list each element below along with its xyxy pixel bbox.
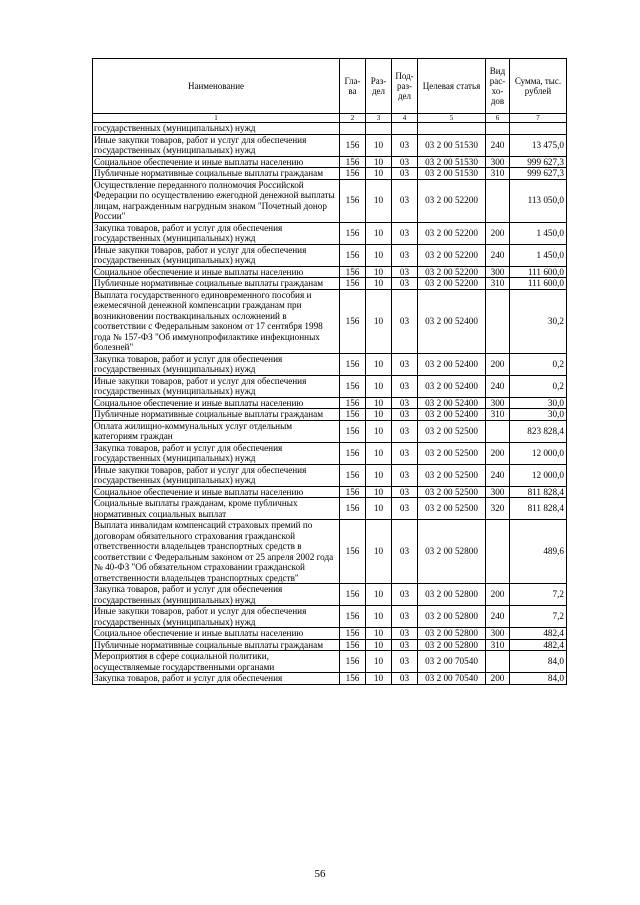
cell-target: 03 2 00 52800 bbox=[418, 639, 486, 651]
cell-sum: 811 828,4 bbox=[510, 486, 567, 498]
cell-podrazdel: 03 bbox=[392, 397, 418, 409]
table-body bbox=[93, 123, 567, 685]
cell-target: 03 2 00 52400 bbox=[418, 375, 486, 397]
cell-sum: 0,2 bbox=[510, 353, 567, 375]
cell-name: Публичные нормативные социальные выплаты гражданам bbox=[93, 278, 340, 290]
cell-razdel: 10 bbox=[366, 266, 392, 278]
cell-target: 03 2 00 52200 bbox=[418, 266, 486, 278]
table-row bbox=[93, 266, 567, 278]
cell-glava: 156 bbox=[340, 584, 366, 606]
cell-name: Иные закупки товаров, работ и услуг для обеспечения государственных (муниципальных) нужд bbox=[93, 375, 340, 397]
cell-vid: 240 bbox=[486, 606, 510, 628]
cell-target: 03 2 00 52500 bbox=[418, 420, 486, 442]
cell-vid bbox=[486, 179, 510, 222]
cell-sum: 30,2 bbox=[510, 289, 567, 353]
cell-name: Социальное обеспечение и иные выплаты населению bbox=[93, 628, 340, 640]
column-number: 1 bbox=[93, 114, 340, 123]
cell-name: Закупка товаров, работ и услуг для обеспечения государственных (муниципальных) нужд bbox=[93, 442, 340, 464]
cell-razdel: 10 bbox=[366, 409, 392, 421]
cell-podrazdel: 03 bbox=[392, 520, 418, 584]
cell-vid: 310 bbox=[486, 278, 510, 290]
table-row bbox=[93, 222, 567, 244]
header-podrazdel: Под-раз-дел bbox=[392, 59, 418, 114]
table-row bbox=[93, 375, 567, 397]
page-number: 56 bbox=[314, 868, 326, 880]
cell-podrazdel: 03 bbox=[392, 584, 418, 606]
cell-glava: 156 bbox=[340, 375, 366, 397]
header-row bbox=[93, 59, 567, 114]
cell-vid: 300 bbox=[486, 486, 510, 498]
cell-sum: 482,4 bbox=[510, 639, 567, 651]
cell-razdel: 10 bbox=[366, 442, 392, 464]
cell-razdel: 10 bbox=[366, 278, 392, 290]
cell-razdel: 10 bbox=[366, 375, 392, 397]
cell-vid: 240 bbox=[486, 244, 510, 266]
cell-name: Социальное обеспечение и иные выплаты населению bbox=[93, 156, 340, 168]
column-number: 3 bbox=[366, 114, 392, 123]
cell-vid: 200 bbox=[486, 442, 510, 464]
cell-sum: 12 000,0 bbox=[510, 464, 567, 486]
header-vid: Вид рас-хо-дов bbox=[486, 59, 510, 114]
table-row bbox=[93, 168, 567, 180]
cell-target: 03 2 00 51530 bbox=[418, 156, 486, 168]
cell-sum: 12 000,0 bbox=[510, 442, 567, 464]
cell-glava bbox=[340, 123, 366, 135]
cell-target: 03 2 00 52400 bbox=[418, 353, 486, 375]
table-row bbox=[93, 639, 567, 651]
cell-podrazdel: 03 bbox=[392, 486, 418, 498]
cell-vid: 240 bbox=[486, 464, 510, 486]
cell-razdel: 10 bbox=[366, 420, 392, 442]
cell-sum: 13 475,0 bbox=[510, 134, 567, 156]
cell-podrazdel: 03 bbox=[392, 179, 418, 222]
cell-vid: 300 bbox=[486, 266, 510, 278]
cell-podrazdel: 03 bbox=[392, 168, 418, 180]
cell-podrazdel: 03 bbox=[392, 409, 418, 421]
cell-sum: 30,0 bbox=[510, 409, 567, 421]
cell-target: 03 2 00 70540 bbox=[418, 651, 486, 673]
cell-glava: 156 bbox=[340, 486, 366, 498]
cell-podrazdel: 03 bbox=[392, 628, 418, 640]
table-row bbox=[93, 397, 567, 409]
cell-sum: 84,0 bbox=[510, 673, 567, 685]
cell-vid: 200 bbox=[486, 584, 510, 606]
cell-glava: 156 bbox=[340, 498, 366, 520]
cell-target bbox=[418, 123, 486, 135]
cell-glava: 156 bbox=[340, 606, 366, 628]
table-row bbox=[93, 498, 567, 520]
cell-podrazdel: 03 bbox=[392, 673, 418, 685]
cell-target: 03 2 00 52400 bbox=[418, 289, 486, 353]
cell-name: Социальные выплаты гражданам, кроме публичных нормативных социальных выплат bbox=[93, 498, 340, 520]
header-razdel: Раз-дел bbox=[366, 59, 392, 114]
cell-vid bbox=[486, 420, 510, 442]
cell-target: 03 2 00 52200 bbox=[418, 244, 486, 266]
cell-glava: 156 bbox=[340, 353, 366, 375]
cell-podrazdel: 03 bbox=[392, 639, 418, 651]
cell-glava: 156 bbox=[340, 520, 366, 584]
cell-razdel: 10 bbox=[366, 584, 392, 606]
cell-glava: 156 bbox=[340, 156, 366, 168]
cell-target: 03 2 00 51530 bbox=[418, 134, 486, 156]
cell-sum: 111 600,0 bbox=[510, 278, 567, 290]
cell-target: 03 2 00 52800 bbox=[418, 606, 486, 628]
table-row bbox=[93, 156, 567, 168]
cell-sum: 0,2 bbox=[510, 375, 567, 397]
cell-vid bbox=[486, 289, 510, 353]
cell-name: Закупка товаров, работ и услуг для обеспечения bbox=[93, 673, 340, 685]
cell-vid: 300 bbox=[486, 397, 510, 409]
cell-vid bbox=[486, 651, 510, 673]
cell-glava: 156 bbox=[340, 673, 366, 685]
table-row bbox=[93, 442, 567, 464]
header-target: Целевая статья bbox=[418, 59, 486, 114]
cell-target: 03 2 00 52500 bbox=[418, 486, 486, 498]
cell-razdel: 10 bbox=[366, 179, 392, 222]
cell-podrazdel: 03 bbox=[392, 606, 418, 628]
cell-razdel: 10 bbox=[366, 639, 392, 651]
column-number: 2 bbox=[340, 114, 366, 123]
cell-vid: 320 bbox=[486, 498, 510, 520]
cell-name: Публичные нормативные социальные выплаты гражданам bbox=[93, 639, 340, 651]
cell-podrazdel: 03 bbox=[392, 222, 418, 244]
cell-target: 03 2 00 52800 bbox=[418, 628, 486, 640]
cell-sum: 113 050,0 bbox=[510, 179, 567, 222]
table-row bbox=[93, 651, 567, 673]
cell-razdel: 10 bbox=[366, 606, 392, 628]
cell-vid: 310 bbox=[486, 168, 510, 180]
cell-target: 03 2 00 52500 bbox=[418, 464, 486, 486]
cell-glava: 156 bbox=[340, 639, 366, 651]
cell-sum: 811 828,4 bbox=[510, 498, 567, 520]
cell-sum: 489,6 bbox=[510, 520, 567, 584]
cell-name: Публичные нормативные социальные выплаты гражданам bbox=[93, 168, 340, 180]
table-row bbox=[93, 123, 567, 135]
cell-sum: 1 450,0 bbox=[510, 222, 567, 244]
cell-target: 03 2 00 52400 bbox=[418, 409, 486, 421]
cell-vid: 200 bbox=[486, 353, 510, 375]
cell-target: 03 2 00 52800 bbox=[418, 584, 486, 606]
cell-name: Социальное обеспечение и иные выплаты населению bbox=[93, 397, 340, 409]
table-row bbox=[93, 244, 567, 266]
cell-sum: 823 828,4 bbox=[510, 420, 567, 442]
table-row bbox=[93, 520, 567, 584]
table-row bbox=[93, 486, 567, 498]
table-row bbox=[93, 278, 567, 290]
cell-glava: 156 bbox=[340, 628, 366, 640]
table-row bbox=[93, 464, 567, 486]
cell-vid: 300 bbox=[486, 628, 510, 640]
cell-sum bbox=[510, 123, 567, 135]
cell-name: Закупка товаров, работ и услуг для обеспечения государственных (муниципальных) нужд bbox=[93, 584, 340, 606]
cell-target: 03 2 00 70540 bbox=[418, 673, 486, 685]
cell-sum: 999 627,3 bbox=[510, 156, 567, 168]
cell-podrazdel: 03 bbox=[392, 156, 418, 168]
column-number: 7 bbox=[510, 114, 567, 123]
cell-razdel: 10 bbox=[366, 498, 392, 520]
cell-name: Иные закупки товаров, работ и услуг для обеспечения государственных (муниципальных) нужд bbox=[93, 244, 340, 266]
cell-vid: 240 bbox=[486, 134, 510, 156]
cell-podrazdel: 03 bbox=[392, 464, 418, 486]
table-row bbox=[93, 606, 567, 628]
cell-razdel: 10 bbox=[366, 134, 392, 156]
cell-sum: 7,2 bbox=[510, 606, 567, 628]
cell-razdel: 10 bbox=[366, 628, 392, 640]
cell-name: государственных (муниципальных) нужд bbox=[93, 123, 340, 135]
cell-podrazdel: 03 bbox=[392, 375, 418, 397]
cell-sum: 1 450,0 bbox=[510, 244, 567, 266]
cell-name: Закупка товаров, работ и услуг для обеспечения государственных (муниципальных) нужд bbox=[93, 222, 340, 244]
table-row bbox=[93, 420, 567, 442]
cell-vid: 300 bbox=[486, 156, 510, 168]
cell-glava: 156 bbox=[340, 397, 366, 409]
cell-name: Иные закупки товаров, работ и услуг для обеспечения государственных (муниципальных) нужд bbox=[93, 464, 340, 486]
cell-podrazdel: 03 bbox=[392, 498, 418, 520]
cell-razdel: 10 bbox=[366, 520, 392, 584]
header-sum: Сумма, тыс. рублей bbox=[510, 59, 567, 114]
cell-target: 03 2 00 52800 bbox=[418, 520, 486, 584]
table-row bbox=[93, 584, 567, 606]
cell-razdel: 10 bbox=[366, 244, 392, 266]
cell-name: Публичные нормативные социальные выплаты гражданам bbox=[93, 409, 340, 421]
cell-podrazdel: 03 bbox=[392, 244, 418, 266]
cell-podrazdel: 03 bbox=[392, 289, 418, 353]
cell-glava: 156 bbox=[340, 266, 366, 278]
cell-sum: 111 600,0 bbox=[510, 266, 567, 278]
cell-name: Выплата государственного единовременного пособия и ежемесячной денежной компенсации гражданам при возникновении поствакцинальных осложнений в соответствии с Федеральным законом от 17 сентября 1998 года № 157-ФЗ "Об иммунопрофилактике инфекционных болезней" bbox=[93, 289, 340, 353]
cell-glava: 156 bbox=[340, 134, 366, 156]
cell-vid bbox=[486, 520, 510, 584]
column-number: 4 bbox=[392, 114, 418, 123]
cell-name: Социальное обеспечение и иные выплаты населению bbox=[93, 266, 340, 278]
cell-name: Оплата жилищно-коммунальных услуг отдельным категориям граждан bbox=[93, 420, 340, 442]
table-row bbox=[93, 289, 567, 353]
cell-glava: 156 bbox=[340, 244, 366, 266]
cell-target: 03 2 00 52500 bbox=[418, 442, 486, 464]
cell-podrazdel: 03 bbox=[392, 353, 418, 375]
cell-glava: 156 bbox=[340, 409, 366, 421]
cell-glava: 156 bbox=[340, 420, 366, 442]
cell-vid bbox=[486, 123, 510, 135]
cell-glava: 156 bbox=[340, 464, 366, 486]
cell-vid: 310 bbox=[486, 409, 510, 421]
cell-target: 03 2 00 52200 bbox=[418, 179, 486, 222]
column-number-row bbox=[93, 114, 567, 123]
header-name: Наименование bbox=[93, 59, 340, 114]
cell-target: 03 2 00 52500 bbox=[418, 498, 486, 520]
cell-glava: 156 bbox=[340, 289, 366, 353]
cell-name: Социальное обеспечение и иные выплаты населению bbox=[93, 486, 340, 498]
cell-target: 03 2 00 52400 bbox=[418, 397, 486, 409]
cell-name: Выплата инвалидам компенсаций страховых премий по договорам обязательного страхования гражданской ответственности владельцев транспортных средств в соответствии с Федеральным законом от 25 апреля 2002 года № 40-ФЗ "Об обязательном страховании гражданской ответственности владельцев транспортных средств" bbox=[93, 520, 340, 584]
table-row bbox=[93, 179, 567, 222]
cell-name: Иные закупки товаров, работ и услуг для обеспечения государственных (муниципальных) нужд bbox=[93, 134, 340, 156]
cell-glava: 156 bbox=[340, 278, 366, 290]
table-row bbox=[93, 628, 567, 640]
column-number: 6 bbox=[486, 114, 510, 123]
cell-podrazdel: 03 bbox=[392, 134, 418, 156]
cell-razdel: 10 bbox=[366, 397, 392, 409]
cell-sum: 999 627,3 bbox=[510, 168, 567, 180]
cell-razdel: 10 bbox=[366, 156, 392, 168]
table-row bbox=[93, 353, 567, 375]
cell-target: 03 2 00 52200 bbox=[418, 222, 486, 244]
cell-razdel: 10 bbox=[366, 289, 392, 353]
cell-glava: 156 bbox=[340, 179, 366, 222]
cell-name: Закупка товаров, работ и услуг для обеспечения государственных (муниципальных) нужд bbox=[93, 353, 340, 375]
cell-glava: 156 bbox=[340, 222, 366, 244]
cell-vid: 310 bbox=[486, 639, 510, 651]
cell-razdel: 10 bbox=[366, 222, 392, 244]
column-number: 5 bbox=[418, 114, 486, 123]
table-row bbox=[93, 673, 567, 685]
table-row bbox=[93, 134, 567, 156]
cell-podrazdel: 03 bbox=[392, 420, 418, 442]
cell-glava: 156 bbox=[340, 168, 366, 180]
cell-razdel: 10 bbox=[366, 651, 392, 673]
header-glava: Гла-ва bbox=[340, 59, 366, 114]
budget-table bbox=[92, 58, 567, 685]
cell-sum: 30,0 bbox=[510, 397, 567, 409]
cell-razdel: 10 bbox=[366, 464, 392, 486]
cell-sum: 482,4 bbox=[510, 628, 567, 640]
cell-glava: 156 bbox=[340, 651, 366, 673]
cell-target: 03 2 00 52200 bbox=[418, 278, 486, 290]
cell-podrazdel: 03 bbox=[392, 442, 418, 464]
table-row bbox=[93, 409, 567, 421]
cell-podrazdel: 03 bbox=[392, 278, 418, 290]
cell-vid: 200 bbox=[486, 673, 510, 685]
cell-name: Иные закупки товаров, работ и услуг для обеспечения государственных (муниципальных) нужд bbox=[93, 606, 340, 628]
cell-razdel: 10 bbox=[366, 168, 392, 180]
cell-razdel: 10 bbox=[366, 673, 392, 685]
cell-razdel bbox=[366, 123, 392, 135]
cell-podrazdel: 03 bbox=[392, 266, 418, 278]
cell-target: 03 2 00 51530 bbox=[418, 168, 486, 180]
cell-sum: 7,2 bbox=[510, 584, 567, 606]
cell-name: Мероприятия в сфере социальной политики, осуществляемые государственными органами bbox=[93, 651, 340, 673]
cell-vid: 200 bbox=[486, 222, 510, 244]
cell-name: Осуществление переданного полномочия Российской Федерации по осуществлению ежегодной денежной выплаты лицам, награжденным нагрудным знаком "Почетный донор России" bbox=[93, 179, 340, 222]
cell-podrazdel bbox=[392, 123, 418, 135]
cell-razdel: 10 bbox=[366, 353, 392, 375]
cell-glava: 156 bbox=[340, 442, 366, 464]
cell-podrazdel: 03 bbox=[392, 651, 418, 673]
cell-razdel: 10 bbox=[366, 486, 392, 498]
cell-vid: 240 bbox=[486, 375, 510, 397]
cell-sum: 84,0 bbox=[510, 651, 567, 673]
